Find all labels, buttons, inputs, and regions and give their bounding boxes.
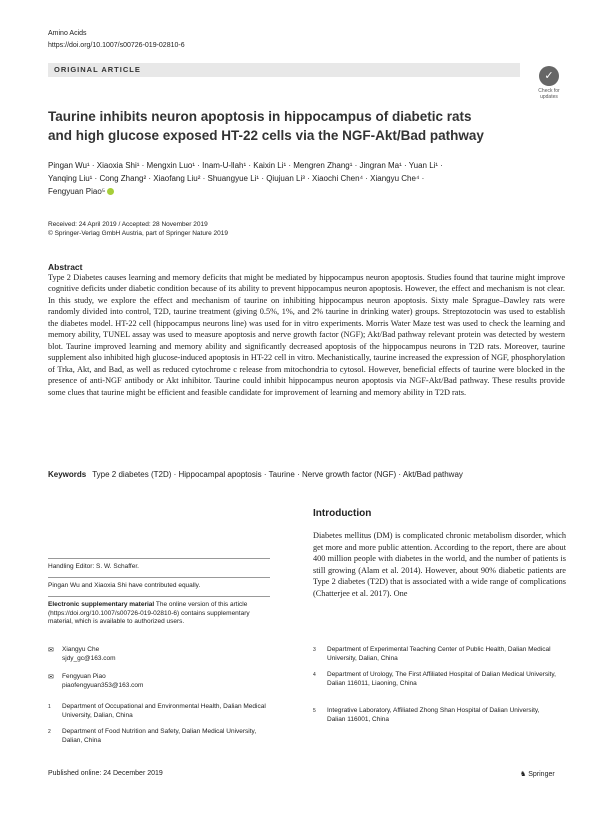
check-updates-label: Check for updates (538, 88, 560, 100)
title-line-2: and high glucose exposed HT-22 cells via the NGF-Akt/Bad pathway (48, 128, 484, 143)
envelope-icon: ✉ (48, 674, 54, 681)
contact-2-email[interactable]: piaofengyuan353@163.com (62, 681, 144, 689)
article-title (48, 107, 518, 145)
handling-editor: Handling Editor: S. W. Schaffer. (48, 563, 139, 570)
copyright-notice: © Springer-Verlag GmbH Austria, part of Springer Nature 2019 (48, 230, 229, 237)
equal-contribution: Pingan Wu and Xiaoxia Shi have contributed equally. (48, 582, 201, 589)
introduction-text: Diabetes mellitus (DM) is complicated chronic metabolism disorder, which get more and more public attention. According to the report, there are about 400 million people with diabetes in the world, and the number of patients is still growing (Alam et al. 2014). However, about 90% diabetic patients are Type 2 diabetes (T2D) that is associated with a wide range of complications (Chatterjee et al. 2017). One (313, 531, 566, 598)
footnote-divider (48, 558, 270, 559)
contact-2 (48, 673, 273, 690)
published-date: Published online: 24 December 2019 (48, 770, 163, 777)
keywords-label: Keywords (48, 470, 87, 479)
esm-text: The online version of this article (https://doi.org/10.1007/s00726-019-02810-6) contains supplementary material, which is available to authorized users. (48, 601, 250, 625)
keywords (48, 470, 568, 479)
esm-label: Electronic supplementary material (48, 601, 155, 608)
footnote-divider (48, 596, 270, 597)
springer-horse-icon: ♞ (520, 771, 527, 778)
contact-1-email[interactable]: sjdy_gc@163.com (62, 654, 116, 662)
authors-line-2: Yanqing Liu¹ · Cong Zhang² · Xiaofang Liu² · Shuangyue Li¹ · Qiujuan Li³ · Xiaochi Chen⁴ · Xiangyu Che⁴ · (48, 174, 425, 183)
check-updates-badge[interactable] (534, 66, 564, 100)
article-dates (48, 220, 228, 238)
check-updates-icon: ✓ (539, 66, 559, 86)
contact-1 (48, 646, 273, 663)
contact-2-name: Fengyuan Piao (62, 673, 106, 680)
abstract-text: Type 2 Diabetes causes learning and memory deficits that might be mediated by hippocampus neuron apoptosis. Studies found that taurine might improve cognitive deficits under diabetic condition because of its ability to prevent hippocampus neuron apoptosis. However, the effect and mechanism is not clear. In this study, we explore the effect and mechanism of taurine on inhibiting hippocampus neuron apoptosis. Sixty male Sprague–Dawley rats were randomly divided into control, T2D, taurine treatment (giving 0.5%, 1%, and 2% taurine in drinking water) groups. Streptozotocin was used to establish the diabetes model. HT-22 cell (hippocampus neurons line) was used for in vitro experiments. Morris Water Maze test was used to check the learning and memory ability, TUNEL assay was used to measure apoptosis and nerve growth factor (NGF); Akt/Bad pathway relevant protein was detected by western blot. Taurine improved learning and memory ability and significantly decreased apoptosis of the hippocampus neurons in T2D rats. Moreover, taurine supplement also inhibited high glucose-induced apoptosis in HT-22 cell in vitro. Mechanistically, taurine increased the expression of NGF, phosphorylation of Trka, Akt, and Bad, as well as reduced cytochrome c release from mitochondria to cytosol. However, beneficial effects of taurine were blocked in the presence of anti-NGF antibody or Akt inhibitor. Taurine could inhibit hippocampus neuron apoptosis via NGF-Akt/Bad pathway. These results provide some clues that taurine might be efficient and feasible candidate for improvement of learning and memory ability in T2D rats. (48, 273, 565, 397)
envelope-icon: ✉ (48, 647, 54, 654)
journal-name: Amino Acids (48, 30, 87, 37)
title-line-1: Taurine inhibits neuron apoptosis in hippocampus of diabetic rats (48, 109, 472, 124)
supplementary-note (48, 601, 273, 627)
publisher-logo (520, 770, 555, 778)
article-type-banner: ORIGINAL ARTICLE (48, 63, 520, 77)
author-list (48, 159, 548, 198)
orcid-icon[interactable] (107, 188, 114, 195)
contact-1-name: Xiangyu Che (62, 646, 100, 653)
doi-link[interactable]: https://doi.org/10.1007/s00726-019-02810-6 (48, 42, 185, 49)
authors-line-1: Pingan Wu¹ · Xiaoxia Shi¹ · Mengxin Luo¹ · Inam-U-llah¹ · Kaixin Li¹ · Mengren Zhang¹ · Jingran Ma¹ · Yuan Li¹ · (48, 161, 443, 170)
keywords-list: Type 2 diabetes (T2D) · Hippocampal apoptosis · Taurine · Nerve growth factor (NGF) · Akt/Bad pathway (92, 470, 463, 479)
abstract-heading: Abstract (48, 262, 83, 272)
footnote-divider (48, 577, 270, 578)
publisher-name: Springer (528, 771, 555, 778)
received-accepted: Received: 24 April 2019 / Accepted: 28 November 2019 (48, 221, 208, 228)
authors-line-3: Fengyuan Piao⁵ (48, 185, 548, 198)
introduction-heading: Introduction (313, 508, 372, 519)
